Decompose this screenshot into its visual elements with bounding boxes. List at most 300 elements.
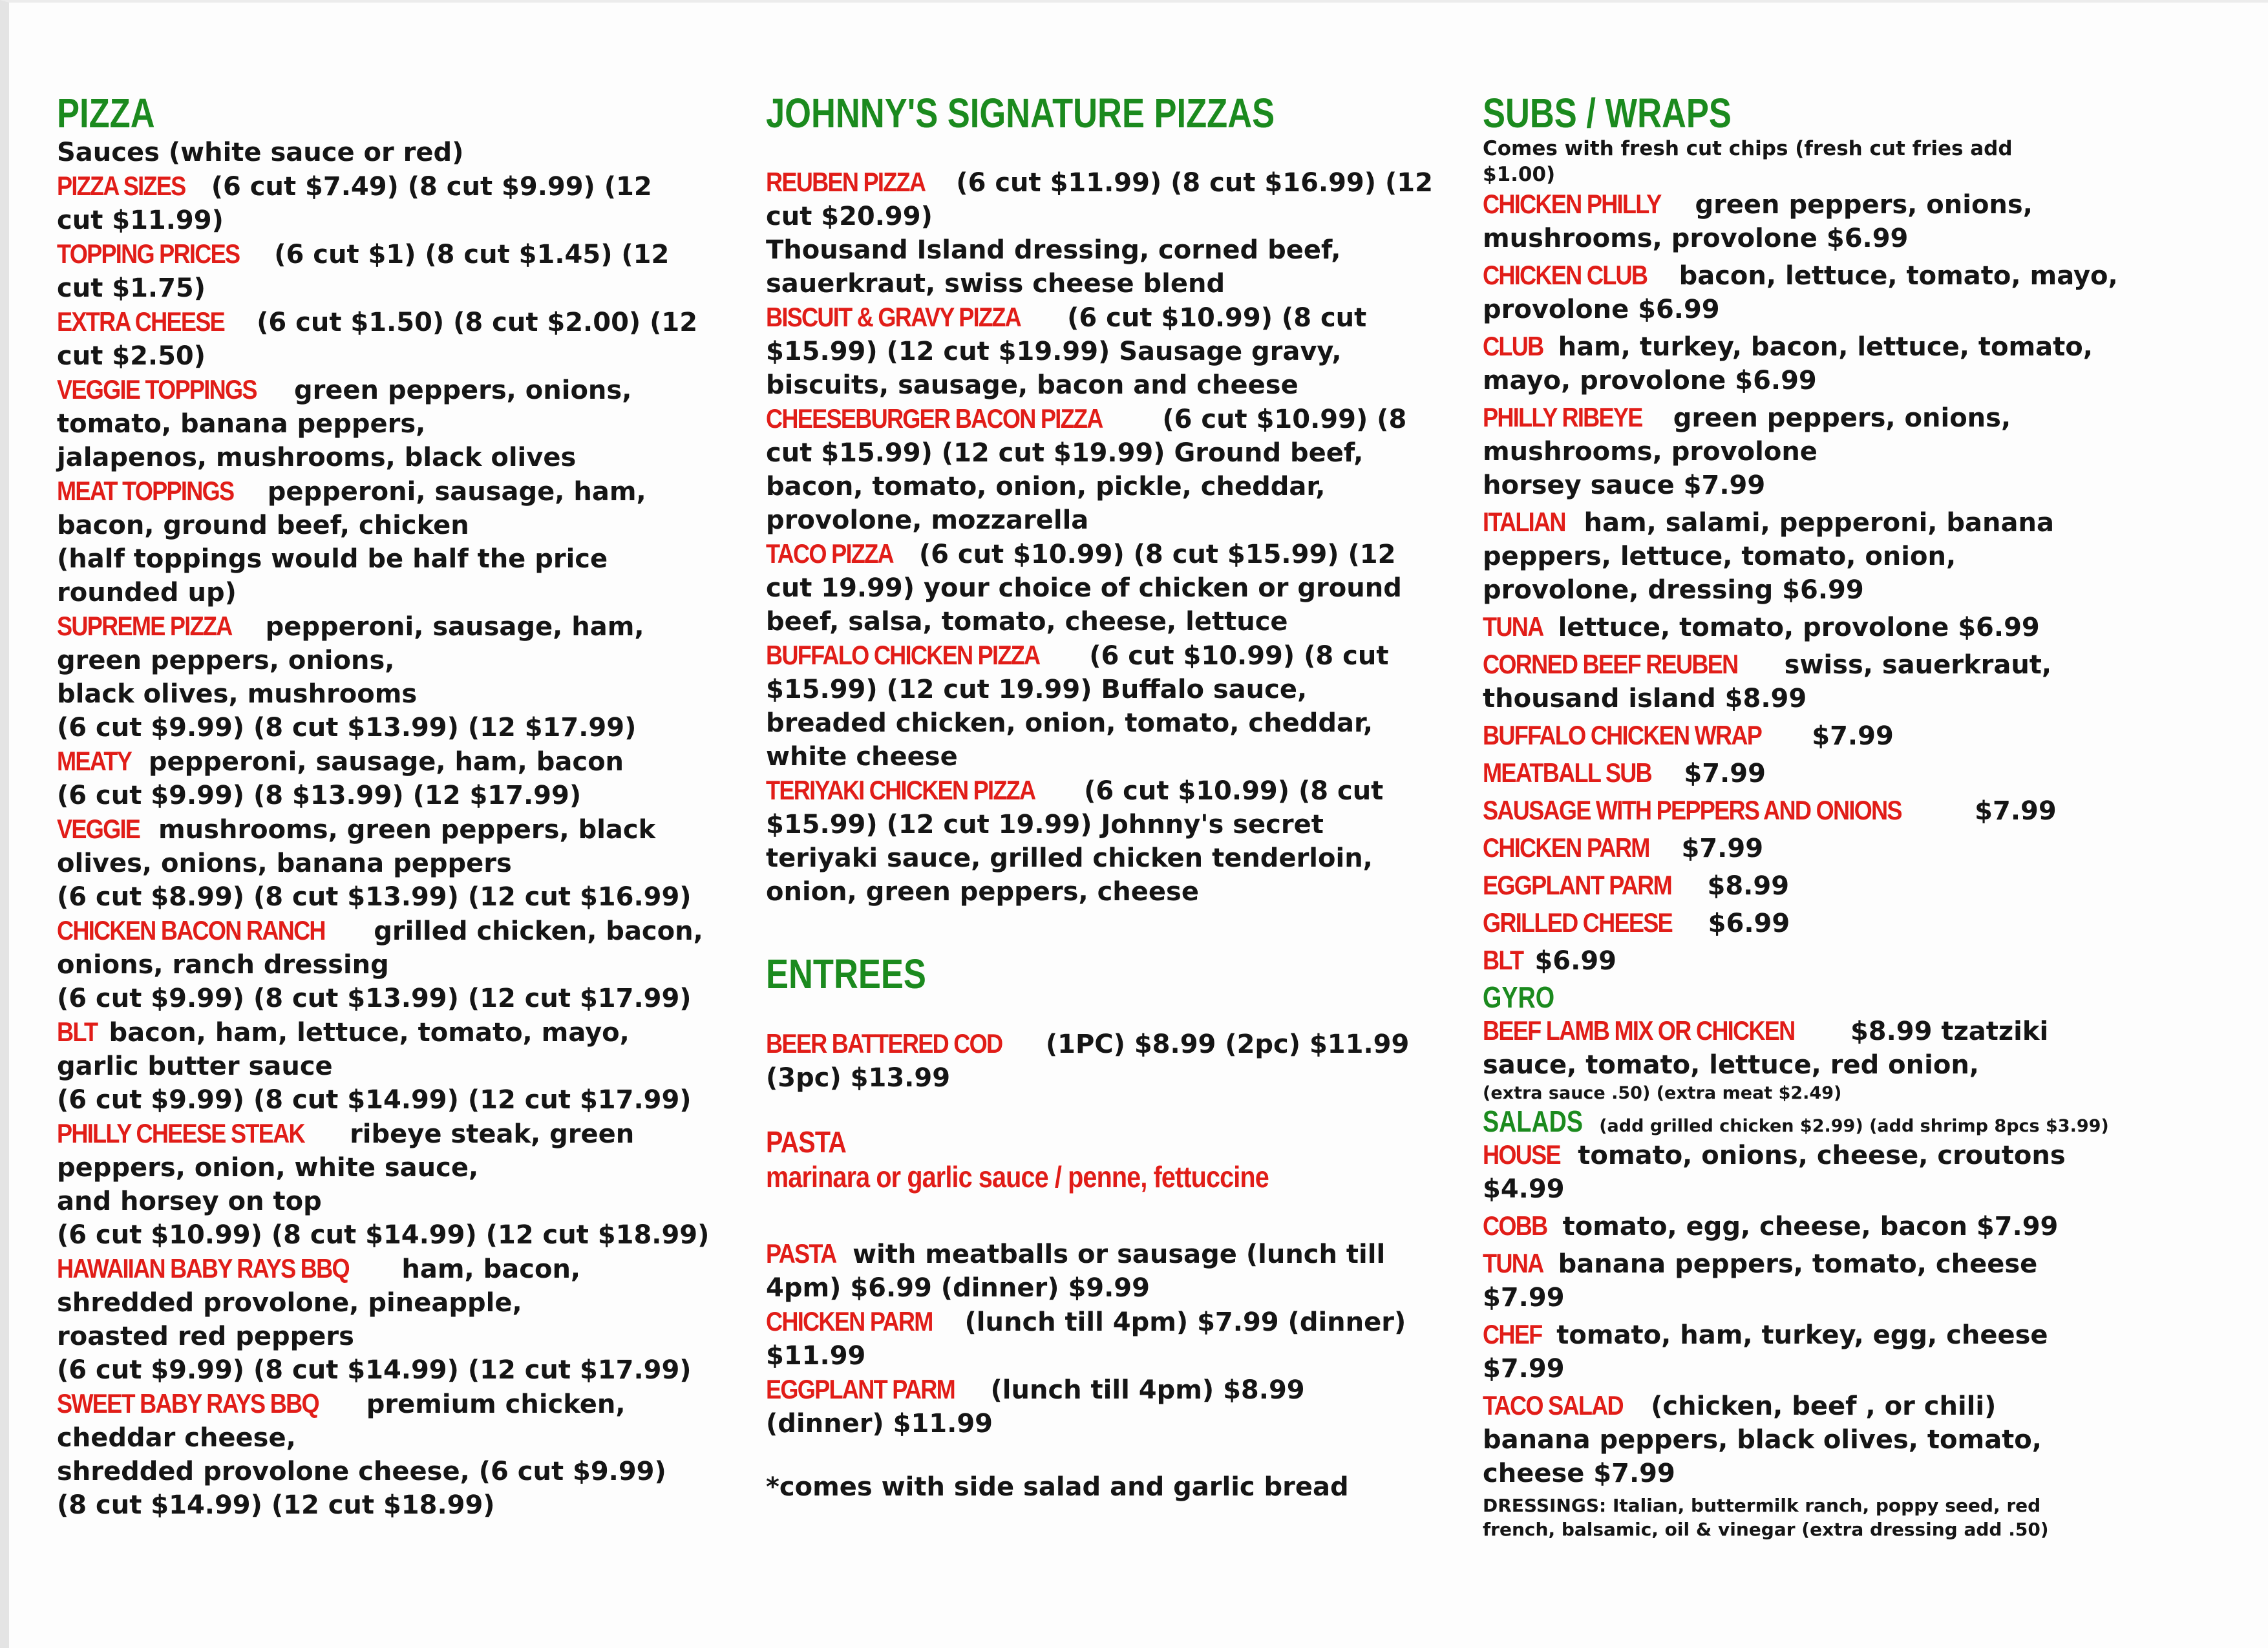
menu-item-text: breaded chicken, onion, tomato, cheddar, [766,708,1373,739]
menu-item-line [1483,505,2145,540]
menu-item-text: (6 cut $10.99) (8 cut [1089,641,1389,671]
menu-item-name: VEGGIE TOPPINGS [57,374,257,405]
menu-item-line [766,267,1428,301]
menu-item [1483,944,2145,978]
menu-item-line [57,880,729,914]
menu-item-name: TACO SALAD [1483,1389,1623,1421]
menu-item-line [1483,1318,2145,1352]
dressings-line: french, balsamic, oil & vinegar (extra dressing add .50) [1483,1518,2049,1540]
menu-item-line [57,1353,729,1387]
menu-item [766,537,1428,639]
menu-item [1483,610,2145,644]
menu-item-text: mushrooms, green peppers, black [158,815,656,845]
menu-item-name: PHILLY CHEESE STEAK [57,1118,304,1149]
menu-item-name: CHICKEN PARM [766,1305,933,1336]
menu-item [766,639,1428,774]
menu-item-text: $15.99) (12 cut $19.99) Sausage gravy, [766,337,1342,367]
menu-item [766,1373,1428,1441]
menu-item-line [57,1320,729,1353]
menu-item-line [766,1027,1428,1061]
menu-item-text: Thousand Island dressing, corned beef, [766,235,1341,266]
menu-item-text: $6.99 [1534,946,1616,977]
menu-item-text: tomato, onions, cheese, croutons [1578,1140,2066,1170]
menu-item-name: CHICKEN PARM [1483,832,1649,863]
menu-item-text: horsey sauce $7.99 [1483,470,1766,501]
menu-item-text: premium chicken, [366,1389,626,1420]
menu-item-line [1483,401,2145,435]
subs-subtitle-line: $1.00) [1483,163,1556,187]
menu-item-text: banana peppers, black olives, tomato, [1483,1424,2042,1455]
menu-item-text: (8 cut $14.99) (12 cut $18.99) [57,1490,495,1521]
menu-item-line [57,1286,729,1320]
menu-item-text: (6 cut $7.49) (8 cut $9.99) (12 [211,172,652,202]
menu-item-line [57,237,729,271]
menu-item-line [1483,1138,2145,1172]
menu-item-line [1483,1389,2145,1423]
menu-item-line [766,605,1428,639]
menu-item-text: (6 cut $10.99) (8 cut $14.99) (12 cut $18.99) [57,1220,710,1251]
menu-item-line [766,1061,1428,1095]
menu-item-text: provolone, mozzarella [766,505,1089,536]
menu-item-name: CHICKEN BACON RANCH [57,915,325,946]
menu-item-line [57,1488,729,1522]
menu-item [766,1305,1428,1373]
menu-item-text: lettuce, tomato, provolone $6.99 [1558,613,2040,643]
menu-item-line [57,644,729,677]
menu-item-line [766,301,1428,335]
menu-item-line [57,204,729,237]
menu-item-line [766,165,1433,200]
menu-item-name: VEGGIE [57,814,140,845]
menu-item-text: cut 19.99) your choice of chicken or ground [766,573,1402,604]
menu-item-line [57,948,729,982]
menu-item-text: $4.99 [1483,1174,1565,1204]
menu-item-name: TUNA [1483,1247,1543,1278]
menu-item-line [57,407,729,441]
menu-item-text: pepperoni, sausage, ham, [267,477,646,507]
menu-item [57,1117,729,1252]
menu-item-line [57,847,729,880]
menu-item-text: ham, salami, pepperoni, banana [1584,508,2054,538]
menu-item-text: mushrooms, provolone [1483,437,1818,467]
menu-item-name: CLUB [1483,331,1543,362]
menu-item-line [57,677,729,711]
menu-item-line [1483,364,2145,397]
menu-item-name: EXTRA CHEESE [57,306,225,337]
menu-item-name: GRILLED CHEESE [1483,907,1673,938]
menu-item-line [1483,831,2145,865]
menu-item-text: tomato, egg, cheese, bacon $7.99 [1562,1211,2059,1241]
menu-item-text: (6 cut $10.99) (8 cut $15.99) (12 [918,540,1396,570]
menu-item-text: $7.99 [1812,721,1894,752]
menu-item-name: TUNA [1483,611,1543,642]
menu-item-line [57,1421,729,1455]
cod-item [766,1027,1428,1095]
menu-item-line [57,542,729,576]
menu-item-name: MEATY [57,746,132,777]
menu-item-text: (6 cut $1.50) (8 cut $2.00) (12 [257,308,698,338]
menu-item [1483,505,2145,607]
menu-item-text: tomato, ham, turkey, egg, cheese [1556,1320,2048,1350]
menu-item-line [766,706,1428,740]
menu-item-text: (6 cut $9.99) (8 cut $13.99) (12 cut $17.99) [57,984,692,1014]
signature-column [766,90,1433,1504]
menu-item-text: $7.99 [1681,834,1764,864]
menu-item-line [57,1151,729,1185]
menu-item-line [766,808,1428,841]
menu-item-line [57,1455,729,1488]
menu-item-line [57,609,729,644]
menu-item-line [1483,435,2145,469]
menu-item-name: EGGPLANT PARM [766,1373,955,1404]
menu-item-line [57,1218,729,1252]
subs-items [1483,187,2145,978]
menu-item-text: (6 cut $11.99) (8 cut $16.99) (12 [956,168,1433,198]
menu-item-line [766,841,1428,875]
menu-item-line [57,745,729,779]
menu-item [1483,831,2145,865]
menu-item-line [766,503,1428,537]
menu-item-text: (dinner) $11.99 [766,1408,993,1439]
gyro-extra: (extra sauce .50) (extra meat $2.49) [1483,1083,1842,1103]
menu-item-text: bacon, lettuce, tomato, mayo, [1679,261,2118,291]
menu-item-line [1483,648,2145,682]
salads-header [1483,1105,2145,1138]
menu-item-text: $15.99) (12 cut 19.99) Johnny's secret [766,810,1324,840]
menu-item-text: cheddar cheese, [57,1423,296,1453]
menu-item-name: BEEF LAMB MIX OR CHICKEN [1483,1015,1795,1046]
menu-item-line [1483,869,2145,903]
menu-item-line [1483,1014,2145,1048]
menu-item-line [766,537,1428,571]
menu-item-text: $6.99 [1708,909,1790,939]
menu-item-line [1483,222,2145,255]
menu-item-text: cut $2.50) [57,341,206,372]
menu-item-name: BUFFALO CHICKEN WRAP [1483,720,1762,751]
entree-items [766,1237,1428,1441]
menu-item-text: mayo, provolone $6.99 [1483,366,1817,396]
menu-item [1483,1209,2145,1243]
menu-item-name: HOUSE [1483,1139,1560,1170]
menu-item-line [1483,794,2145,828]
menu-item-line [1483,1457,2145,1490]
menu-item-name: BLT [57,1017,98,1048]
menu-item-line [57,305,729,339]
menu-item-text: onion, green peppers, cheese [766,877,1199,907]
menu-item-line [57,982,729,1015]
menu-item-text: cut $11.99) [57,206,224,236]
pasta-subheading: marinara or garlic sauce / penne, fettuccine [766,1159,1269,1194]
menu-item-text: $8.99 [1707,871,1790,902]
menu-item-text: (6 cut $10.99) (8 [1162,405,1407,435]
menu-item [1483,401,2145,502]
menu-item-name: PIZZA SIZES [57,171,185,202]
menu-item-line [766,639,1428,673]
menu-item [766,165,1433,301]
menu-item-name: HAWAIIAN BABY RAYS BBQ [57,1253,349,1284]
menu-item-line [1483,610,2145,644]
menu-item-text: white cheese [766,742,958,772]
menu-item-name: CHEF [1483,1318,1542,1349]
menu-item-line [57,779,729,812]
menu-item [1483,259,2145,326]
menu-item-line [57,914,729,948]
menu-item-name: TERIYAKI CHICKEN PIZZA [766,775,1035,806]
dressings-line: DRESSINGS: Italian, buttermilk ranch, poppy seed, red [1483,1494,2041,1516]
menu-item-line [766,1237,1428,1271]
menu-item-line [766,1373,1428,1407]
menu-item-line [766,1305,1428,1339]
menu-item-line [57,1117,729,1151]
pizza-heading: PIZZA [57,90,155,136]
menu-item-text: rounded up) [57,578,237,608]
menu-item-text: (lunch till 4pm) $7.99 (dinner) [964,1307,1406,1337]
pasta-heading: PASTA [766,1125,846,1159]
menu-item-line [57,169,729,204]
menu-item [57,373,729,474]
menu-item [1483,1138,2145,1206]
menu-item-line [57,1050,729,1083]
menu-item-name: BUFFALO CHICKEN PIZZA [766,640,1040,671]
salads-heading: SALADS [1483,1104,1584,1138]
menu-item-line [1483,573,2145,607]
menu-item-name: COBB [1483,1210,1547,1241]
menu-item-text: (6 cut $9.99) (8 $13.99) (12 $17.99) [57,781,582,811]
menu-item-text: grilled chicken, bacon, [374,916,703,947]
menu-item [1483,906,2145,940]
menu-item-text: (6 cut $8.99) (8 cut $13.99) (12 cut $16.99) [57,882,692,913]
menu-item-text: cut $20.99) [766,202,933,232]
menu-item-text: garlic butter sauce [57,1051,333,1082]
menu-item-line [57,1015,729,1050]
menu-item-name: SWEET BABY RAYS BBQ [57,1388,319,1419]
menu-item-text: tomato, banana peppers, [57,409,426,439]
menu-item-text: (chicken, beef , or chili) [1651,1391,1997,1421]
menu-item-line [766,774,1428,808]
menu-item-text: and horsey on top [57,1187,322,1217]
menu-item-line [766,740,1428,774]
menu-item [1483,719,2145,753]
dressings-note [1483,1494,2145,1541]
subs-subtitle-line: Comes with fresh cut chips (fresh cut fries add [1483,137,2013,161]
menu-item-line [1483,469,2145,502]
menu-item-name: PHILLY RIBEYE [1483,402,1642,433]
menu-item [57,812,729,914]
menu-item-text: (half toppings would be half the price [57,544,608,575]
menu-item-text: peppers, lettuce, tomato, onion, [1483,542,1956,572]
pizza-items [57,169,729,1522]
menu-item-text: provolone $6.99 [1483,295,1720,325]
menu-item-name: BLT [1483,945,1523,976]
menu-item-name: CHEESEBURGER BACON PIZZA [766,403,1103,434]
menu-item-name: SUPREME PIZZA [57,611,232,642]
menu-item-line [57,271,729,305]
menu-item-text: (1PC) $8.99 (2pc) $11.99 [1045,1029,1410,1059]
menu-item-line [766,436,1428,470]
menu-item-text: bacon, ham, lettuce, tomato, mayo, [109,1018,630,1048]
menu-item-text: ham, turkey, bacon, lettuce, tomato, [1558,332,2093,363]
menu-item-text: peppers, onion, white sauce, [57,1153,479,1183]
menu-item-text: bacon, ground beef, chicken [57,511,469,541]
menu-item-name: TOPPING PRICES [57,238,240,269]
menu-item-line [766,200,1428,233]
menu-item [57,745,729,812]
menu-item-line [57,1387,729,1421]
menu-item-line [57,339,729,373]
menu-item-name: REUBEN PIZZA [766,167,926,198]
menu-item-text: (6 cut $10.99) (8 cut [1067,303,1367,333]
gyro-item [1483,1014,2145,1082]
menu-item-line [57,1252,729,1286]
menu-item [57,237,729,305]
menu-item-line [1483,1048,2145,1082]
menu-item [1483,1389,2145,1490]
menu-item-name: SAUSAGE WITH PEPPERS AND ONIONS [1483,795,1902,826]
menu-item-line [1483,259,2145,293]
salad-items [1483,1138,2145,1490]
menu-item-name: BISCUIT & GRAVY PIZZA [766,302,1021,333]
menu-item-text: pepperoni, sausage, ham, bacon [148,747,624,777]
menu-item-text: shredded provolone cheese, (6 cut $9.99) [57,1457,666,1487]
menu-item-line [1483,1247,2145,1281]
menu-item-line [766,335,1428,368]
menu-item [57,305,729,373]
menu-item [1483,648,2145,715]
menu-item-text: biscuits, sausage, bacon and cheese [766,370,1298,401]
menu-item-line [1483,944,2145,978]
menu-item-line [1483,1209,2145,1243]
menu-item-text: jalapenos, mushrooms, black olives [57,443,577,473]
menu-item-text: shredded provolone, pineapple, [57,1288,522,1318]
menu-item-line [57,1185,729,1218]
menu-item-text: roasted red peppers [57,1322,354,1352]
subs-heading: SUBS / WRAPS [1483,90,1732,136]
menu-item [766,301,1428,402]
menu-item-name: EGGPLANT PARM [1483,870,1672,901]
menu-item-line [1483,682,2145,715]
menu-item [57,474,729,609]
menu-item-name: MEATBALL SUB [1483,757,1651,788]
menu-item-name: TACO PIZZA [766,538,893,569]
menu-item [1483,1318,2145,1386]
menu-item-name: CHICKEN CLUB [1483,260,1648,291]
menu-item-text: black olives, mushrooms [57,679,418,710]
menu-item-text: (6 cut $1) (8 cut $1.45) (12 [274,240,670,270]
entree-note: *comes with side salad and garlic bread [766,1472,1349,1502]
menu-item-name: CORNED BEEF REUBEN [1483,649,1738,680]
menu-item-text: $8.99 tzatziki [1850,1016,2049,1046]
signature-items [766,165,1433,909]
pizza-column [57,90,729,1522]
menu-item-text: $11.99 [766,1340,866,1371]
menu-item-text: green peppers, onions, [57,646,395,676]
menu-item-line [766,1271,1428,1305]
menu-item [1483,794,2145,828]
menu-item-line [1483,1172,2145,1206]
menu-item-line [1483,756,2145,790]
menu-item-text: cut $1.75) [57,273,206,304]
entrees-heading: ENTREES [766,951,926,998]
menu-item-text: (6 cut $9.99) (8 cut $14.99) (12 cut $17.99) [57,1085,692,1115]
menu-item-line [1483,187,2145,222]
menu-item-line [766,1339,1428,1373]
menu-item-line [766,233,1428,267]
menu-item-text: provolone, dressing $6.99 [1483,575,1864,606]
subs-subtitle [1483,136,2145,187]
menu-item-line [1483,293,2145,326]
menu-item-text: (lunch till 4pm) $8.99 [990,1375,1305,1405]
menu-item [1483,756,2145,790]
menu-item-name: ITALIAN [1483,507,1565,538]
menu-item-line [1483,1352,2145,1386]
menu-item-line [1483,540,2145,573]
menu-item-line [57,509,729,542]
menu-item-text: olives, onions, banana peppers [57,849,512,879]
menu-item-line [766,402,1428,436]
menu-item-text: banana peppers, tomato, cheese [1558,1249,2038,1279]
menu-item-line [57,576,729,609]
menu-item-line [766,1407,1428,1441]
menu-item-text: teriyaki sauce, grilled chicken tenderloin, [766,843,1373,874]
menu-item-name: MEAT TOPPINGS [57,476,234,507]
menu-item-line [1483,1423,2145,1457]
menu-item-text: $7.99 [1483,1353,1565,1384]
menu-item [57,609,729,745]
menu-item-text: (6 cut $9.99) (8 cut $13.99) (12 $17.99) [57,713,637,743]
menu-item-line [1483,1281,2145,1315]
menu-item [1483,187,2145,255]
menu-item-text: (6 cut $10.99) (8 cut [1084,776,1384,807]
menu-item-text: $7.99 [1684,759,1766,789]
menu-item-text: onions, ranch dressing [57,950,389,980]
menu-item-line [1483,330,2145,364]
menu-item-line [57,373,729,407]
menu-item-text: $15.99) (12 cut 19.99) Buffalo sauce, [766,675,1308,705]
menu-item [1483,1247,2145,1315]
menu-item-line [57,1083,729,1117]
menu-item-text: ham, bacon, [401,1254,581,1285]
menu-item-text: with meatballs or sausage (lunch till [853,1239,1386,1269]
menu-item-text: swiss, sauerkraut, [1784,650,2052,681]
menu-item [57,1387,729,1522]
menu-item-text: pepperoni, sausage, ham, [265,612,644,642]
menu-item [766,402,1428,537]
menu-item-text: thousand island $8.99 [1483,684,1807,714]
menu-item-line [766,875,1428,909]
menu-item-line [1483,906,2145,940]
menu-item-text: cut $15.99) (12 cut $19.99) Ground beef, [766,438,1364,469]
menu-item-text: beef, salsa, tomato, cheese, lettuce [766,607,1288,637]
signature-heading: JOHNNY'S SIGNATURE PIZZAS [766,90,1275,136]
menu-item-line [57,711,729,745]
sauces-note: Sauces (white sauce or red) [57,138,464,168]
menu-item-text: green peppers, onions, [1695,190,2033,220]
menu-item-text: $7.99 [1975,796,2057,827]
menu-item-text: green peppers, onions, [1673,403,2011,434]
menu-item-text: cheese $7.99 [1483,1458,1675,1488]
menu-item-text: sauerkraut, swiss cheese blend [766,269,1225,299]
menu-item [766,774,1428,909]
salads-note: (add grilled chicken $2.99) (add shrimp 8pcs $3.99) [1599,1115,2109,1136]
menu-item [766,1237,1428,1305]
menu-item [1483,330,2145,397]
menu-item-text: (3pc) $13.99 [766,1062,951,1093]
menu-item-text: 4pm) $6.99 (dinner) $9.99 [766,1273,1150,1303]
menu-item-text: bacon, tomato, onion, pickle, cheddar, [766,472,1326,502]
menu-item-line [57,474,729,509]
menu-item-text: mushrooms, provolone $6.99 [1483,224,1909,254]
menu-item [57,914,729,1015]
